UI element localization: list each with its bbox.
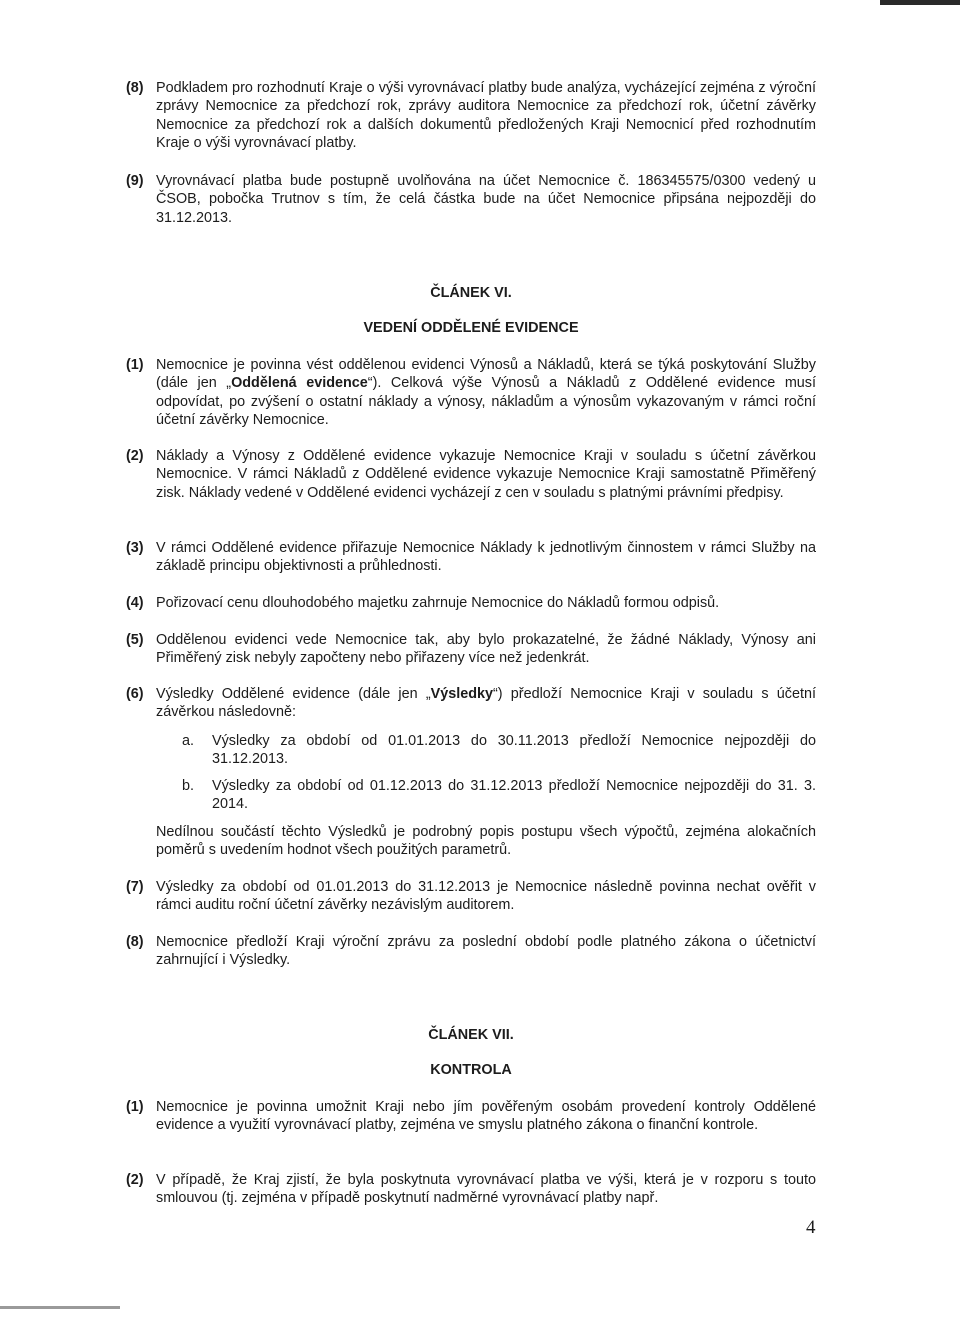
list-item-text: Výsledky za období od 01.12.2013 do 31.12.2013 předloží Nemocnice nejpozději do 31. 3. 2014.: [212, 778, 816, 813]
list-item: [182, 732, 816, 769]
paragraph-9-intro: [126, 172, 816, 227]
paragraph-number: (3): [126, 540, 144, 556]
paragraph-number: (1): [126, 1099, 144, 1115]
paragraph-text: Podkladem pro rozhodnutí Kraje o výši vyrovnávací platby bude analýza, vycházející zejména z výroční zprávy Nemocnice za předchozí rok, zprávy auditora Nemocnice za předchozí rok, účetní závěrky Nemocnice za předchozí rok a dalších dokumentů předložených Kraji Nemocnicí před rozhodnutím Kraje o výši vyrovnávací platby.: [156, 80, 816, 151]
paragraph-number: (6): [126, 686, 144, 702]
article-6-title: ČLÁNEK VI.: [430, 285, 512, 301]
paragraph-text: Nemocnice je povinna vést oddělenou evidenci Výnosů a Nákladů, která se týká poskytování Služby (dále jen „Oddělená evidence“). Celková výše Výnosů a Nákladů z Oddělené evidence musí odpovídat, po zvýšení o ostatní náklady a výnosy, nákladům a výnosům vykazovaným v rámci roční účetní závěrky Nemocnice.: [156, 357, 817, 428]
paragraph-number: (5): [126, 632, 144, 648]
paragraph-6-note: Nedílnou součástí těchto Výsledků je podrobný popis postupu všech výpočtů, zejména alokačních poměrů s uvedením hodnot všech použitých parametrů.: [156, 824, 816, 859]
paragraph-number: (1): [126, 357, 144, 373]
paragraph-text: Vyrovnávací platba bude postupně uvolňována na účet Nemocnice č. 186345575/0300 vedený u ČSOB, pobočka Trutnov s tím, že celá částka bude na účet Nemocnice připsána nejpozději do 31.12.2013.: [156, 173, 816, 226]
article-7-subtitle: KONTROLA: [430, 1062, 512, 1078]
paragraph-number: (9): [126, 173, 144, 189]
list-item: [182, 777, 816, 814]
article-6-paragraph-2: [126, 447, 816, 502]
page-number: 4: [806, 1217, 816, 1238]
list-item-text: Výsledky za období od 01.01.2013 do 30.11.2013 předloží Nemocnice nejpozději do 31.12.2013.: [212, 733, 816, 768]
paragraph-text: Výsledky za období od 01.01.2013 do 31.12.2013 je Nemocnice následně povinna nechat ověřit v rámci auditu roční účetní závěrky nezávislým auditorem.: [156, 879, 816, 914]
paragraph-number: (2): [126, 448, 144, 464]
article-7-paragraph-2: [126, 1171, 816, 1208]
paragraph-number: (4): [126, 595, 144, 611]
paragraph-text: Výsledky Oddělené evidence (dále jen „Výsledky“) předloží Nemocnice Kraji v souladu s účetní závěrkou následovně:: [156, 686, 816, 721]
paragraph-number: (8): [126, 80, 144, 96]
article-6-paragraph-3: [126, 539, 816, 576]
paragraph-text: Náklady a Výnosy z Oddělené evidence vykazuje Nemocnice Kraji v souladu s účetní závěrkou Nemocnice. V rámci Nákladů z Oddělené evidence vykazuje Nemocnice Kraji samostatně Přiměřený zisk. Náklady vedené v Oddělené evidenci vycházejí z cen v souladu s platnými právními předpisy.: [156, 448, 816, 501]
paragraph-text: Nemocnice předloží Kraji výroční zprávu za poslední období podle platného zákona o účetnictví zahrnující i Výsledky.: [156, 934, 816, 969]
paragraph-text: Pořizovací cenu dlouhodobého majetku zahrnuje Nemocnice do Nákladů formou odpisů.: [156, 595, 720, 611]
paragraph-number: (2): [126, 1172, 144, 1188]
list-item-letter: b.: [182, 778, 195, 794]
defined-term: Oddělená evidence: [231, 375, 368, 392]
article-6-paragraph-1: [126, 356, 816, 429]
article-6-paragraph-6: [126, 685, 816, 722]
article-7-title: ČLÁNEK VII.: [428, 1027, 514, 1043]
article-6-paragraph-4: [126, 594, 816, 612]
paragraph-text: Nemocnice je povinna umožnit Kraji nebo jím pověřeným osobám provedení kontroly Oddělené evidence a využití vyrovnávací platby, zejména ve smyslu platného zákona o finanční kontrole.: [156, 1099, 816, 1134]
paragraph-text: V rámci Oddělené evidence přiřazuje Nemocnice Náklady k jednotlivým činnostem v rámci Služby na základě principu objektivnosti a průhlednosti.: [156, 540, 816, 575]
article-7-paragraph-1: [126, 1098, 816, 1135]
defined-term: Výsledky: [430, 686, 494, 702]
article-6-subtitle: VEDENÍ ODDĚLENÉ EVIDENCE: [363, 320, 579, 336]
paragraph-text: V případě, že Kraj zjistí, že byla poskytnuta vyrovnávací platba ve výši, která je v rozporu s touto smlouvou (tj. zejména v případě poskytnutí nadměrné vyrovnávací platby např.: [156, 1172, 816, 1207]
paragraph-number: (8): [126, 934, 144, 950]
paragraph-number: (7): [126, 879, 144, 895]
paragraph-8-intro: [126, 79, 816, 152]
article-6-paragraph-5: [126, 631, 816, 668]
list-item-letter: a.: [182, 733, 195, 749]
paragraph-text: Oddělenou evidenci vede Nemocnice tak, aby bylo prokazatelné, že žádné Náklady, Výnosy ani Přiměřený zisk nebyly započteny nebo přiřazeny více než jedenkrát.: [156, 632, 816, 667]
article-6-paragraph-8: [126, 933, 816, 970]
article-6-paragraph-7: [126, 878, 816, 915]
